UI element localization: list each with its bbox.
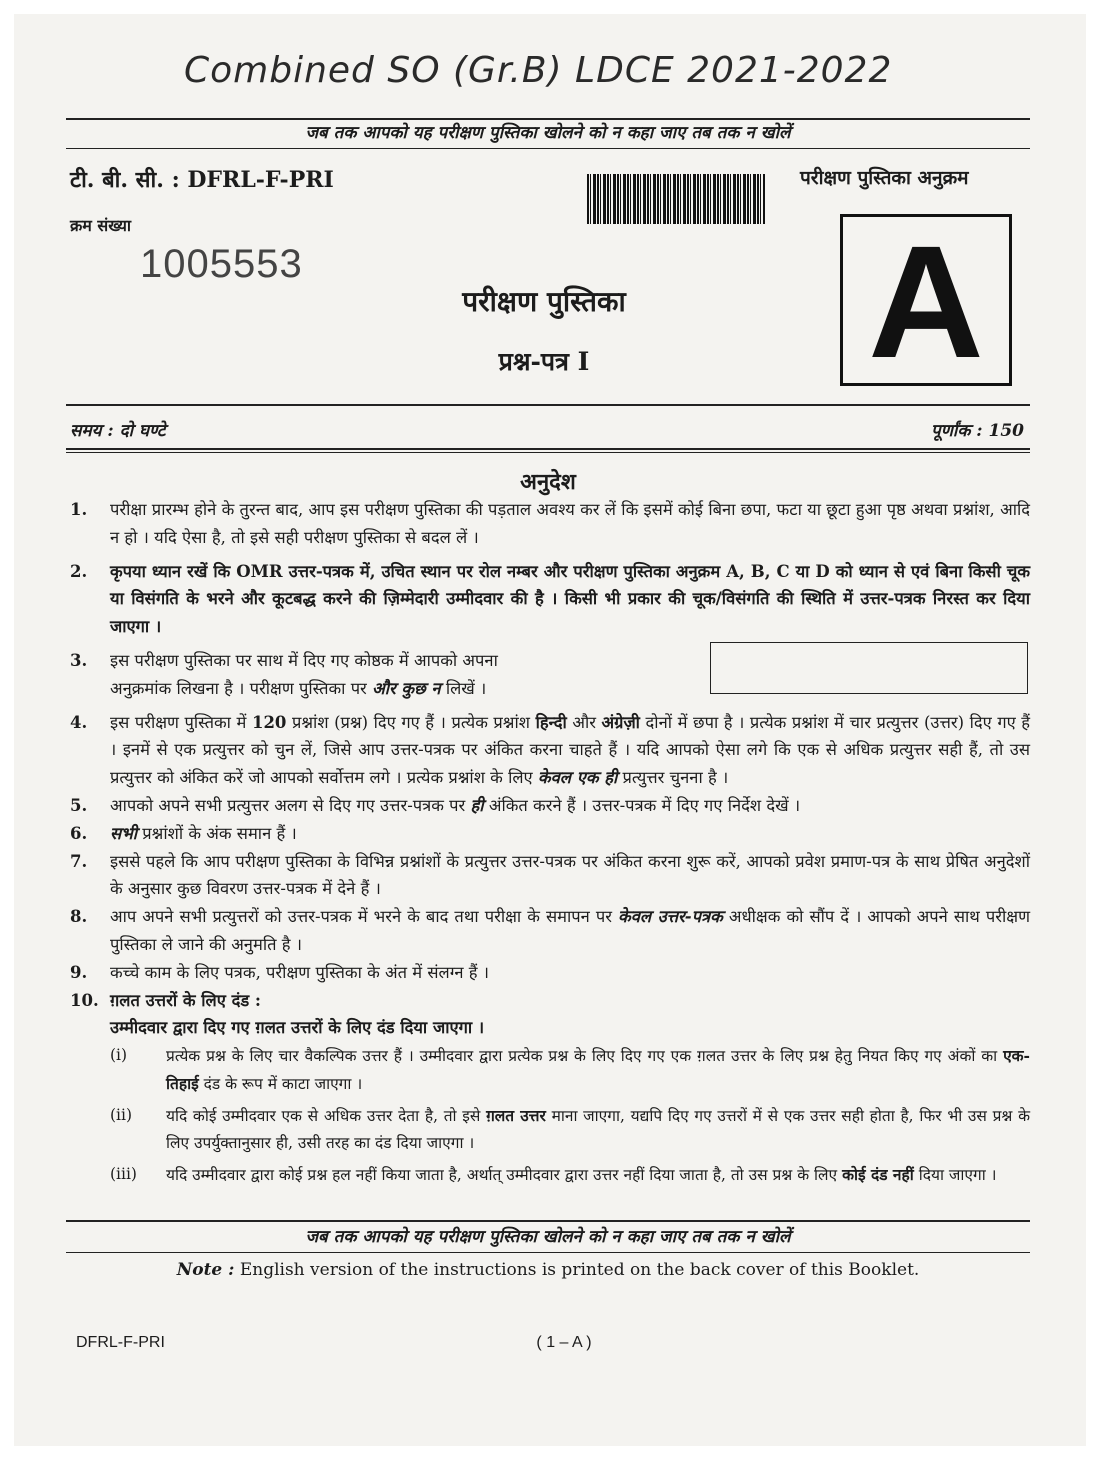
english-note: Note : English version of the instructions is printed on the back cover of this Booklet. — [176, 1260, 920, 1280]
sequence-label: परीक्षण पुस्तिका अनुक्रम — [800, 167, 969, 189]
exam-booklet-page — [14, 14, 1086, 1446]
instruction-10-heading: 10. ग़लत उत्तरों के लिए दंड : — [70, 990, 262, 1010]
bottom-rule — [66, 1220, 1030, 1222]
instruction-8: 8. आप अपने सभी प्रत्युत्तरों को उत्तर-पत्रक में भरने के बाद तथा परीक्षा के समापन पर केवल उत्तर-पत्रक अधीक्षक को सौंप दें । आपको अपने साथ परीक्षण पुस्तिका ले जाने की अनुमति है । — [70, 907, 1030, 954]
booklet-title: परीक्षण पुस्तिका — [462, 285, 626, 318]
time-allowed: समय : दो घण्टे — [70, 421, 166, 441]
penalty-item-2: (ii) यदि कोई उम्मीदवार एक से अधिक उत्तर देता है, तो इसे ग़लत उत्तर माना जाएगा, यद्यपि दिए गए उत्तरों में से एक उत्तर सही होता है, फिर भी उस प्रश्न के लिए उपर्युक्तानुसार ही, उसी तरह का दंड दिया जाएगा । — [110, 1106, 1030, 1153]
barcode-icon — [587, 174, 765, 224]
paper-title: प्रश्न-पत्र I — [498, 347, 590, 376]
instruction-9: 9. कच्चे काम के लिए पत्रक, परीक्षण पुस्तिका के अंत में संलग्न हैं । — [70, 962, 490, 982]
booklet-series-box — [840, 212, 1012, 391]
handwritten-note: Combined SO (Gr.B) LDCE 2021-2022 — [184, 50, 893, 91]
instructions-heading: अनुदेश — [520, 469, 576, 495]
instruction-10-subheading: उम्मीदवार द्वारा दिए गए ग़लत उत्तरों के लिए दंड दिया जाएगा । — [110, 1018, 485, 1038]
maximum-marks: पूर्णांक : 150 — [930, 421, 1024, 441]
info-rule-top — [66, 404, 1030, 406]
penalty-subitems — [70, 1042, 1030, 1189]
tbc-code: टी. बी. सी. : DFRL-F-PRI — [70, 167, 334, 193]
bottom-warning: जब तक आपको यह परीक्षण पुस्तिका खोलने को न कहा जाए तब तक न खोलें — [305, 1227, 791, 1247]
bottom-rule-2 — [66, 1252, 1030, 1253]
booklet-series-letter: A — [868, 212, 984, 391]
instruction-7: 7. इससे पहले कि आप परीक्षण पुस्तिका के विभिन्न प्रश्नांशों के प्रत्युत्तर उत्तर-पत्रक पर अंकित करना शुरू करें, आपको प्रवेश प्रमाण-पत्र के साथ प्रेषित अनुदेशों के अनुसार कुछ विवरण उत्तर-पत्रक में देने हैं । — [70, 851, 1030, 899]
instruction-2: 2. कृपया ध्यान रखें कि OMR उत्तर-पत्रक में, उचित स्थान पर रोल नम्बर और परीक्षण पुस्तिका अनुक्रम A, B, C या D को ध्यान से एवं बिना किसी चूक या विसंगति के भरने और कूटबद्ध करने की ज़िम्मेदारी उम्मीदवार की है । किसी भी प्रकार की चूक/विसंगति की स्थिति में उत्तर-पत्रक निरस्त कर दिया जाएगा । — [70, 561, 1030, 637]
instruction-4: 4. इस परीक्षण पुस्तिका में 120 प्रश्नांश (प्रश्न) दिए गए हैं । प्रत्येक प्रश्नांश हिन्दी और अंग्रेज़ी दोनों में छपा है । प्रत्येक प्रश्नांश में चार प्रत्युत्तर (उत्तर) दिए गए हैं । इनमें से एक प्रत्युत्तर को चुन लें, जिसे आप उत्तर-पत्रक पर अंकित करना चाहते हैं । यदि आपको ऐसा लगे कि एक से अधिक प्रत्युत्तर सही हैं, तो उस प्रत्युत्तर को अंकित करें जो आपको सर्वोत्तम लगे । प्रत्येक प्रश्नांश के लिए केवल एक ही प्रत्युत्तर चुनना है । — [70, 712, 1031, 788]
instruction-6: 6. सभी प्रश्नांशों के अंक समान हैं । — [70, 823, 297, 843]
penalty-item-1: (i) प्रत्येक प्रश्न के लिए चार वैकल्पिक उत्तर हैं । उम्मीदवार द्वारा प्रत्येक प्रश्न के लिए दिए गए एक ग़लत उत्तर के लिए प्रश्न हेतु नियत किए गए अंकों का एक-तिहाई दंड के रूप में काटा जाएगा । — [110, 1046, 1030, 1094]
instruction-5: 5. आपको अपने सभी प्रत्युत्तर अलग से दिए गए उत्तर-पत्रक पर ही अंकित करने हैं । उत्तर-पत्रक में दिए गए निर्देश देखें । — [70, 795, 801, 815]
serial-number: 1005553 — [140, 242, 303, 286]
info-rule-bottom — [66, 448, 1030, 450]
info-rule-bottom-2 — [66, 452, 1030, 453]
footer-page-number: ( 1 – A ) — [536, 1334, 592, 1351]
serial-label: क्रम संख्या — [70, 216, 132, 235]
instruction-3: 3. इस परीक्षण पुस्तिका पर साथ में दिए गए कोष्ठक में आपको अपना अनुक्रमांक लिखना है । परीक्षण पुस्तिका पर और कुछ न लिखें । — [70, 650, 498, 698]
top-warning: जब तक आपको यह परीक्षण पुस्तिका खोलने को न कहा जाए तब तक न खोलें — [305, 123, 791, 143]
penalty-item-3: (iii) यदि उम्मीदवार द्वारा कोई प्रश्न हल नहीं किया जाता है, अर्थात् उम्मीदवार द्वारा उत्तर नहीं दिया जाता है, तो उस प्रश्न के लिए कोई दंड नहीं दिया जाएगा । — [110, 1165, 997, 1185]
instruction-1: 1. परीक्षा प्रारम्भ होने के तुरन्त बाद, आप इस परीक्षण पुस्तिका की पड़ताल अवश्य कर लें कि इसमें कोई बिना छपा, फटा या छूटा हुआ पृष्ठ अथवा प्रश्नांश, आदि न हो । यदि ऐसा है, तो इसे सही परीक्षण पुस्तिका से बदल लें । — [70, 500, 1030, 547]
top-rule-2 — [66, 148, 1030, 149]
instructions-list — [70, 496, 1030, 1189]
footer-code: DFRL-F-PRI — [76, 1334, 165, 1351]
